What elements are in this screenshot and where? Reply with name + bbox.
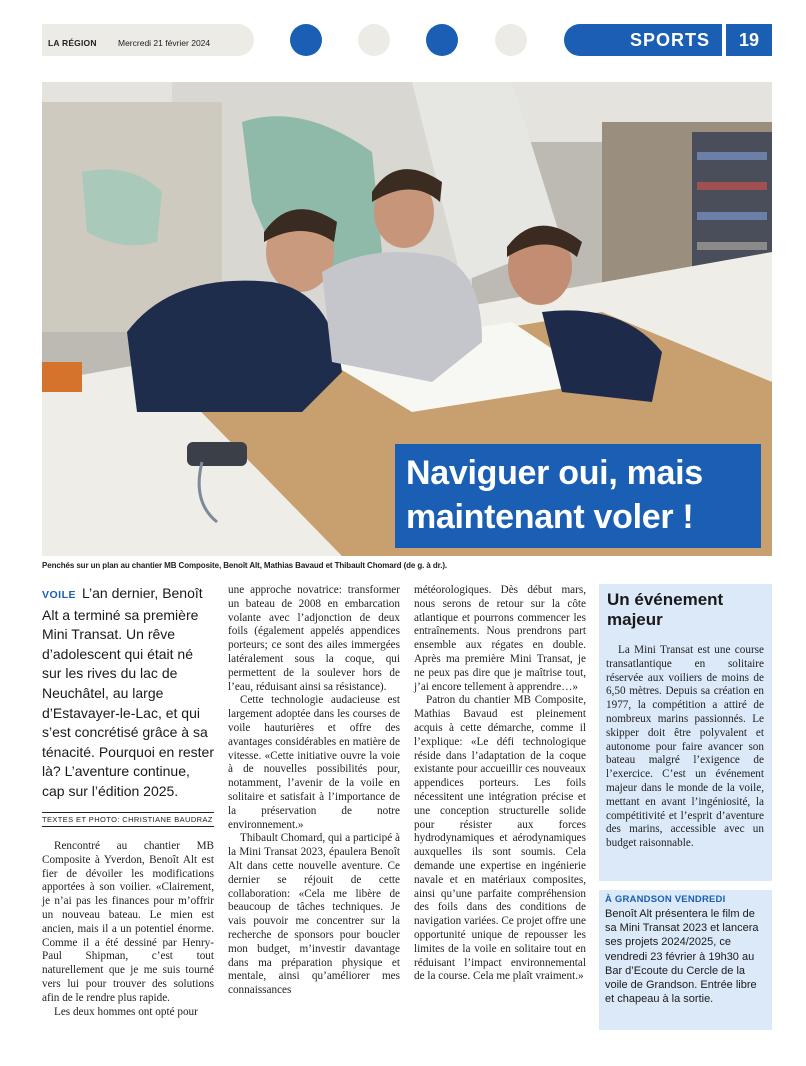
section-label: SPORTS bbox=[564, 24, 722, 56]
lead-text: L’an dernier, Benoît Alt a terminé sa première Mini Transat. Un rêve d’adolescent qui était né sur les rives du lac de Neuchâtel, au large d’Estavayer-le-Lac, et qui s’est concrétisé grâce à sa ténacité. Pourquoi en rester là? L’aventure continue, cap sur l’édition 2025. bbox=[42, 585, 214, 799]
sidebar-paragraph: La Mini Transat est une course transatlantique en solitaire réservée aux voiliers de moins de 6,50 mètres. Depuis sa création en 1977, la compétition a attiré de nombreux marins passionnés. Le skipper doit être polyvalent et autonome pour faire avancer son bateau malgré l’exigence de l’exercice. C’est un événement majeur dans le monde de la voile, mettant en avant l’ingéniosité, la compétitivité et l’esprit d’aventure des marins, accessible avec un budget raisonnable. bbox=[606, 644, 764, 850]
headline-line-2: maintenant voler ! bbox=[406, 498, 694, 536]
info-text: Benoît Alt présentera le film de sa Mini Transat 2023 et lancera ses projets 2024/2025, ce vendredi 23 février à 19h30 au Bar d’Ecoute du Cercle de la voile de Grandson. Entrée libre et chapeau à la sortie. bbox=[605, 908, 759, 1006]
paragraph: Les deux hommes ont opté pour bbox=[54, 1005, 198, 1018]
header-dot-3 bbox=[426, 24, 458, 56]
paragraph: Cette technologie audacieuse est largement adoptée dans les courses de voile hauturières et offre des avantages considérables en matière de vitesse. «Cette initiative ouvre la voie à de nouvelles possibilités pour, notamment, l’avenir de la voile en solitaire et satisfait à l’importance de la préservation de notre environnement.» bbox=[228, 694, 400, 831]
header-dot-2 bbox=[358, 24, 390, 56]
headline bbox=[395, 444, 761, 548]
issue-date: Mercredi 21 février 2024 bbox=[118, 38, 211, 48]
newspaper-name: LA RÉGION bbox=[48, 38, 97, 48]
sidebar-title: Un événement majeur bbox=[607, 590, 724, 629]
sidebar-text bbox=[606, 644, 764, 851]
byline-credit: TEXTES ET PHOTO: CHRISTIANE BAUDRAZ bbox=[42, 812, 214, 827]
paragraph: Rencontré au chantier MB Composite à Yverdon, Benoît Alt est fier de dévoiler les modifications apportées à son voilier. «Clairement, je n’ai pas les finances pour m’offrir un nouveau bateau. Le mien est ancien, mais il a un potentiel énorme. Comme il a été dessiné par Henry-Paul Shipman, c’est tout naturellement que je me suis tourné vers lui pour trouver des solutions afin de le rendre plus rapide. bbox=[42, 840, 214, 1004]
body-column-2 bbox=[228, 584, 400, 998]
paragraph: météorologiques. Dès début mars, nous serons de retour sur la côte atlantique et pourrons commencer les entraînements. Nous prendrons part ensemble aux régates en double. Après ma première Mini Transat, je ne peux pas dire que je maîtrise tout, j’ai encore tellement à apprendre…» bbox=[414, 584, 586, 693]
paragraph: Thibault Chomard, qui a participé à la Mini Transat 2023, épaulera Benoît Alt dans cette nouvelle aventure. Ce dernier se réjouit de cette collaboration: «Cela me libère de beaucoup de tâches techniques. Je vais pouvoir me concentrer sur la recherche de sponsors pour boucler mon budget, m’investir davantage dans ma préparation physique et mentale, ainsi qu’améliorer mes connaissances bbox=[228, 832, 400, 997]
paragraph: Patron du chantier MB Composite, Mathias Bavaud est pleinement acquis à cette démarche, comme il l’explique: «Le défi technologique réside dans l’adaptation de la coque existante pour accueillir ces nouveaux appendices porteurs. Les foils nécessitent une intégration précise et une conception structurelle solide pour résister aux forces hydrodynamiques et aérodynamiques auxquelles ils sont soumis. Cela demande une expertise en ingénierie navale et en matériaux composites, ainsi qu’une parfaite compréhension des foils dans des conditions de navigation variées. Ce projet offre une opportunité unique de repousser les limites de la voile en solitaire tout en réduisant l’impact environnemental de la course. Cela me plaît vraiment.» bbox=[414, 694, 586, 983]
header-dot-1 bbox=[290, 24, 322, 56]
paragraph: une approche novatrice: transformer un bateau de 2008 en embarcation volante avec l’adjonction de deux foils (également appelés appendices porteurs; ce sont des ailes immergées latéralement sous la coque, qui permettent de la soulever hors de l’eau, réduisant ainsi sa résistance). bbox=[228, 584, 400, 693]
header-dot-4 bbox=[495, 24, 527, 56]
info-kicker: À GRANDSON VENDREDI bbox=[605, 894, 726, 905]
info-box bbox=[599, 890, 772, 1030]
headline-line-1: Naviguer oui, mais bbox=[406, 454, 703, 492]
sidebar-box bbox=[599, 584, 772, 881]
lead-kicker: VOILE bbox=[42, 589, 77, 601]
photo-caption: Penchés sur un plan au chantier MB Composite, Benoît Alt, Mathias Bavaud et Thibault Chomard (de g. à dr.). bbox=[42, 561, 448, 570]
body-column-1 bbox=[42, 840, 214, 1019]
article-lead bbox=[42, 584, 214, 802]
page-number: 19 bbox=[726, 24, 772, 56]
body-column-3 bbox=[414, 584, 586, 984]
